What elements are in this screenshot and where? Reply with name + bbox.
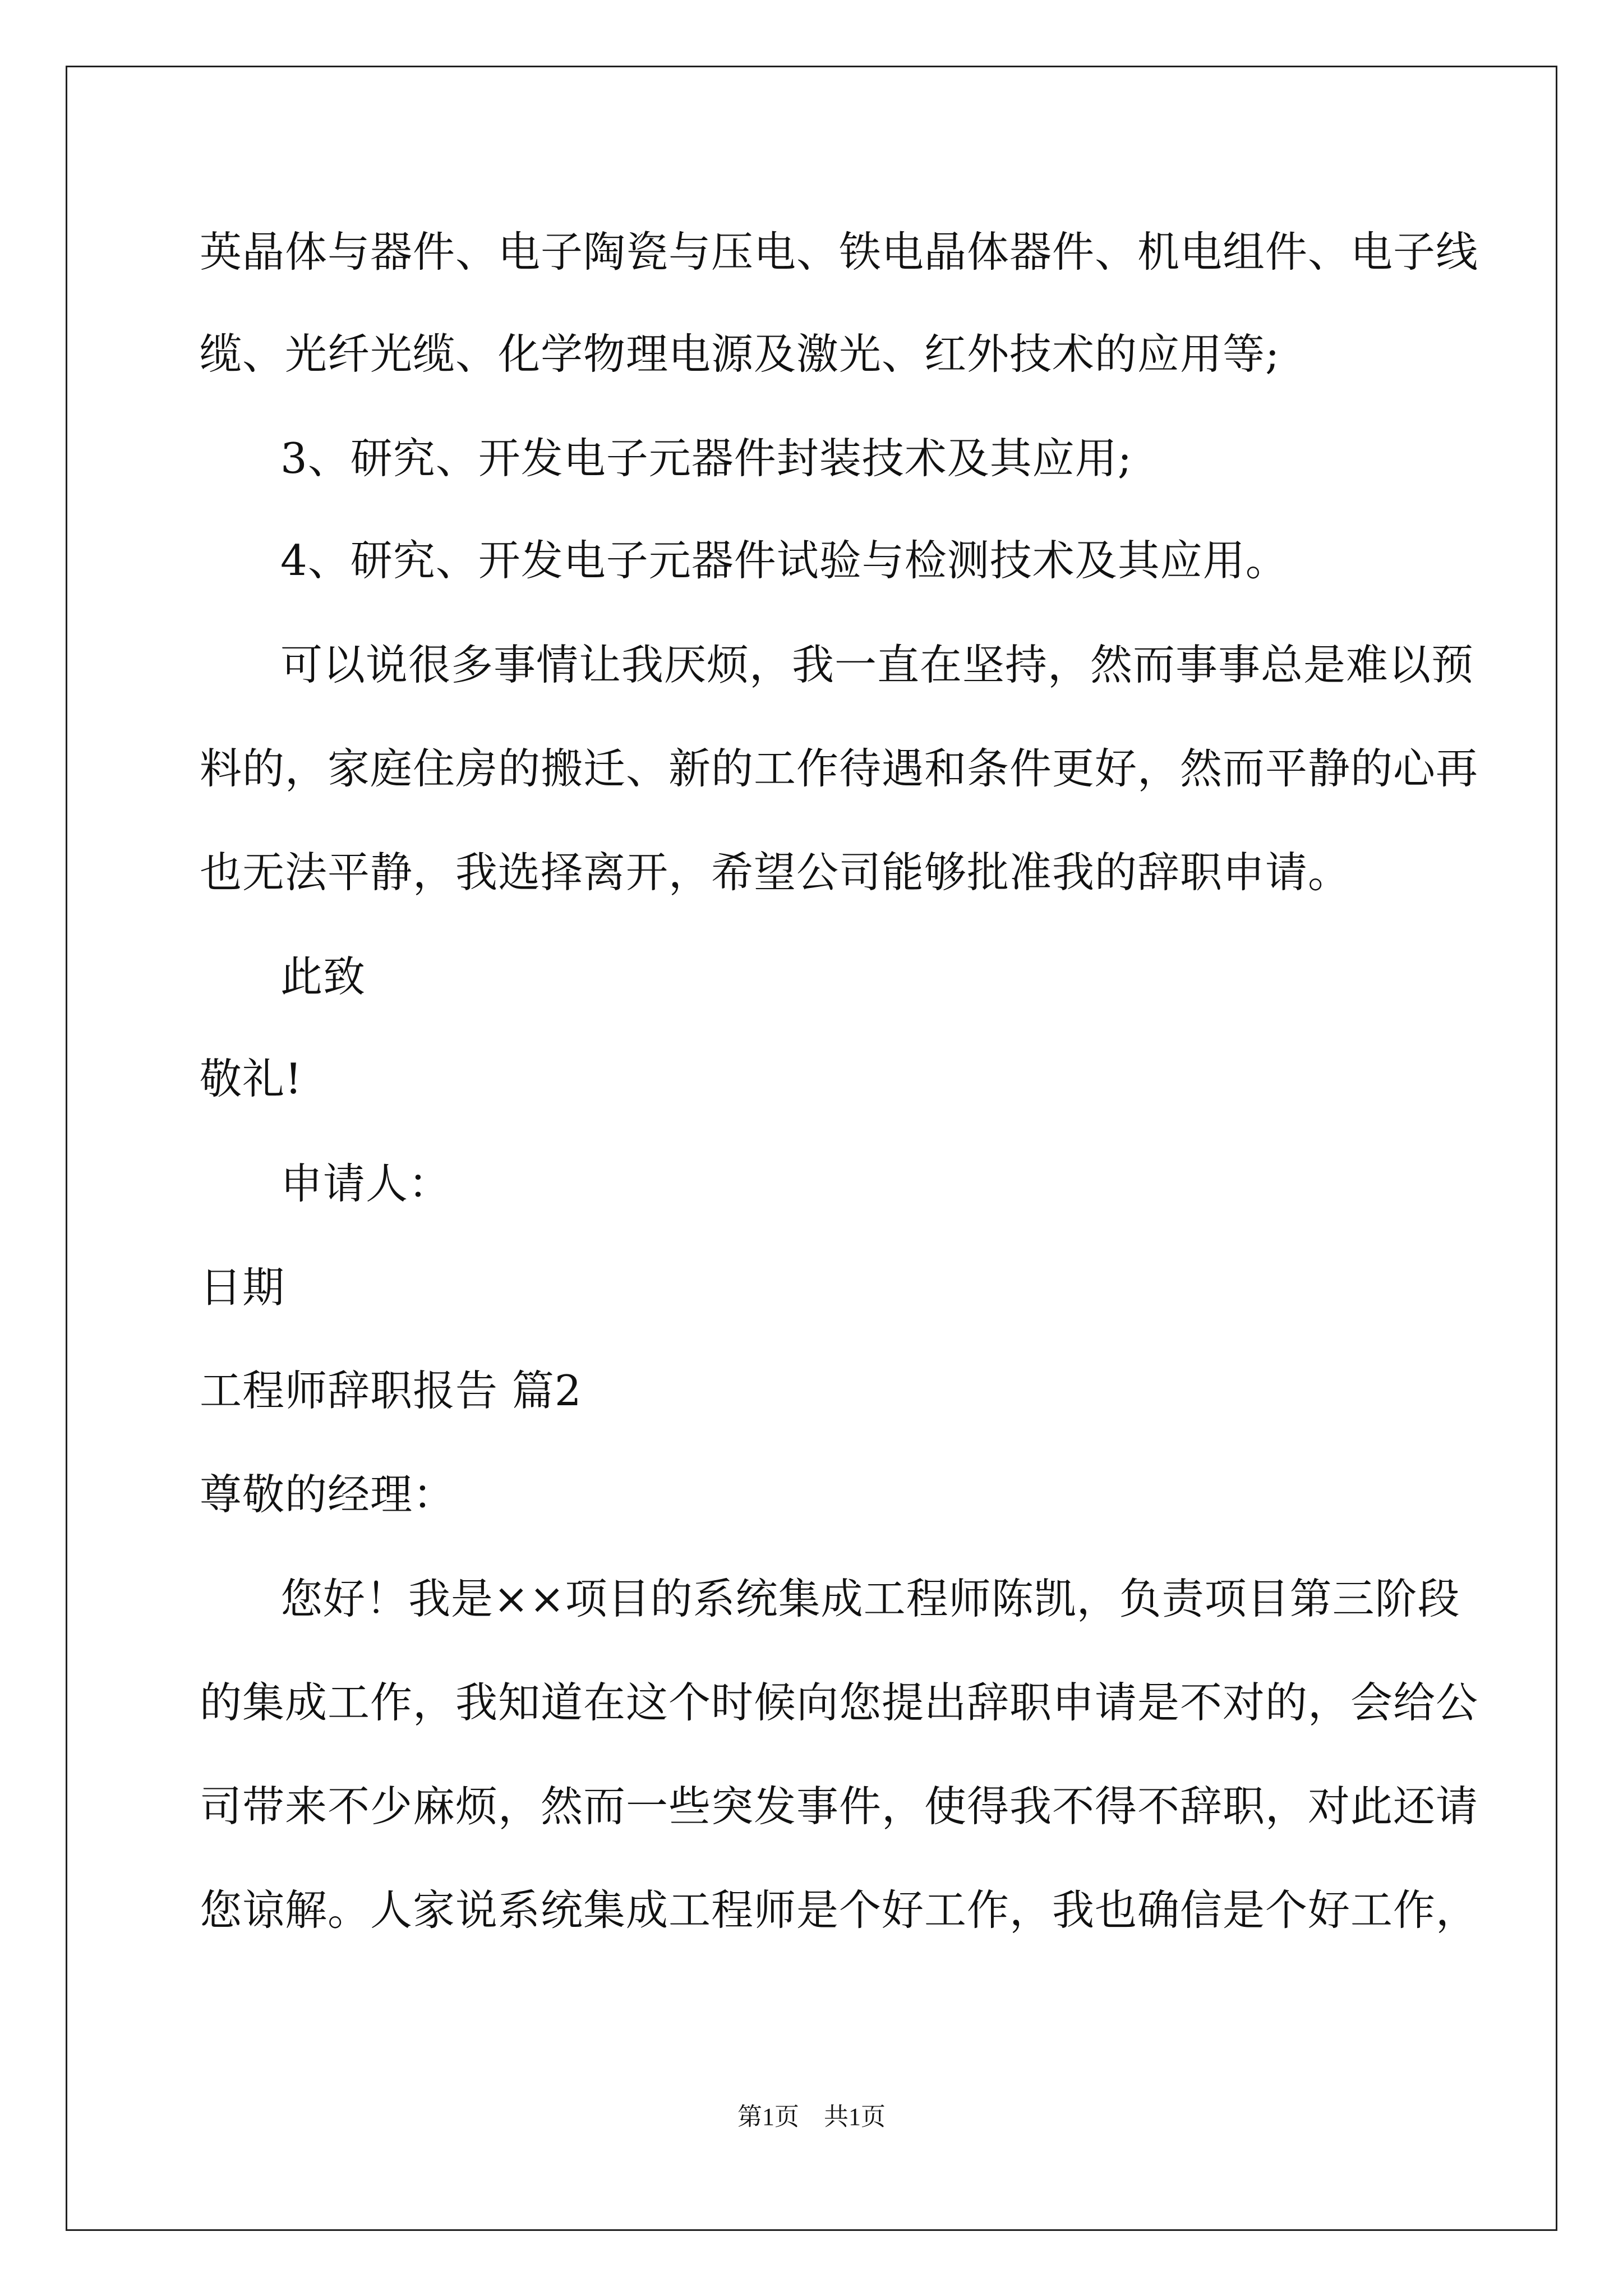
date-label: 日期 bbox=[200, 1263, 285, 1312]
text-line-16: 司带来不少麻烦，然而一些突发事件，使得我不得不辞职，对此还请 bbox=[200, 1782, 1479, 1831]
text-line-3: 3、研究、开发电子元器件封装技术及其应用; bbox=[280, 434, 1132, 483]
closing-regards: 敬礼! bbox=[200, 1054, 303, 1103]
text-line-4: 4、研究、开发电子元器件试验与检测技术及其应用。 bbox=[280, 536, 1288, 585]
closing-salutation: 此致 bbox=[280, 952, 366, 1001]
text-line-14: 您好！我是××项目的系统集成工程师陈凯，负责项目第三阶段 bbox=[280, 1574, 1460, 1623]
text-line-6: 料的，家庭住房的搬迁、新的工作待遇和条件更好，然而平静的心再 bbox=[200, 744, 1479, 793]
text-line-15: 的集成工作，我知道在这个时候向您提出辞职申请是不对的，会给公 bbox=[200, 1678, 1479, 1727]
text-line-7: 也无法平静，我选择离开，希望公司能够批准我的辞职申请。 bbox=[200, 848, 1351, 897]
page-number: 第1页 共1页 bbox=[737, 2103, 886, 2131]
section-heading: 工程师辞职报告 篇2 bbox=[200, 1366, 582, 1415]
text-line-17: 您谅解。人家说系统集成工程师是个好工作，我也确信是个好工作， bbox=[200, 1885, 1479, 1935]
text-line-2: 缆、光纤光缆、化学物理电源及激光、红外技术的应用等; bbox=[200, 329, 1280, 379]
applicant-label: 申请人： bbox=[280, 1159, 451, 1208]
letter-greeting: 尊敬的经理： bbox=[200, 1470, 456, 1519]
text-line-1: 英晶体与器件、电子陶瓷与压电、铁电晶体器件、机电组件、电子线 bbox=[200, 227, 1479, 277]
text-line-5: 可以说很多事情让我厌烦，我一直在坚持，然而事事总是难以预 bbox=[280, 640, 1474, 689]
